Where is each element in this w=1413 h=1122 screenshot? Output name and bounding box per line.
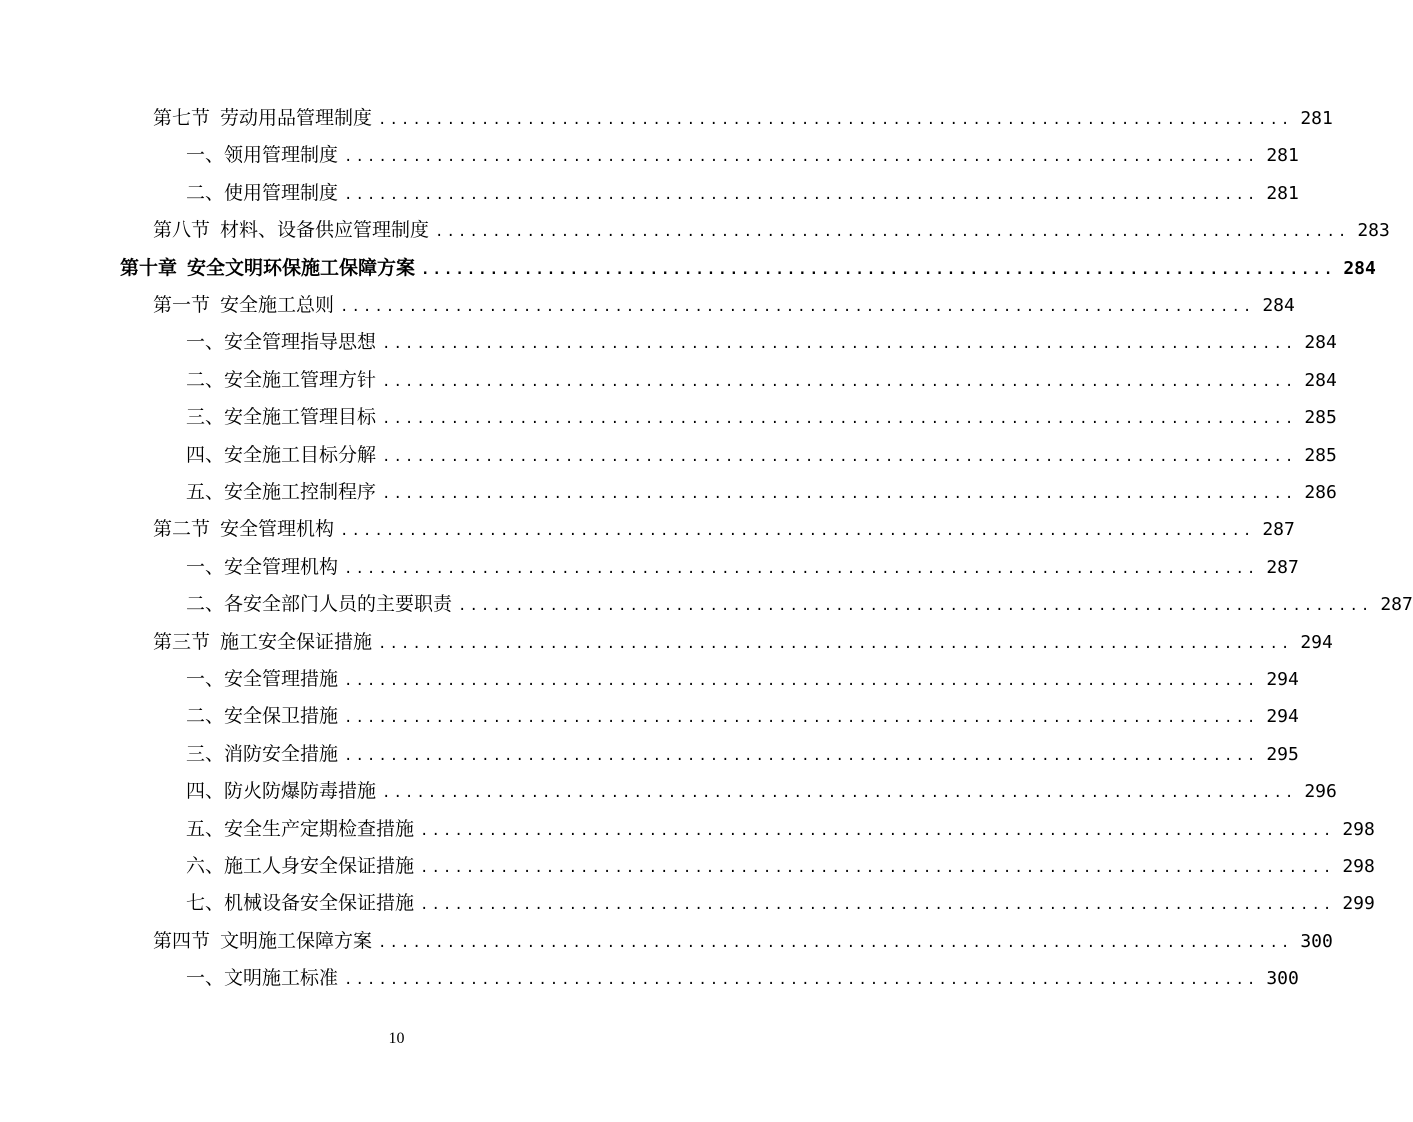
- toc-entry[interactable]: [186, 477, 1337, 507]
- toc-entry[interactable]: [186, 814, 1375, 844]
- toc-leader-dots: ................................................................................: [340, 523, 1255, 540]
- toc-entry-page: 285: [1304, 407, 1337, 429]
- toc-entry-page: 298: [1342, 818, 1375, 840]
- toc-leader-dots: ................................................................................: [344, 972, 1259, 989]
- toc-entry-title: 安全管理机构: [220, 518, 335, 541]
- toc-entry-title: 劳动用品管理制度: [220, 107, 373, 129]
- toc-entry-page: 284: [1304, 332, 1337, 354]
- toc-entry-page: 295: [1266, 743, 1299, 765]
- toc-entry-page: 286: [1304, 482, 1337, 503]
- toc-entry-number: 一、: [186, 144, 225, 167]
- toc-entry-title: 安全施工目标分解: [224, 443, 377, 466]
- toc-entry-number: 六、: [186, 855, 225, 877]
- toc-entry-number: 第一节: [153, 294, 211, 316]
- toc-entry-number: 五、: [186, 481, 225, 503]
- toc-leader-dots: ................................................................................: [458, 598, 1373, 615]
- toc-entry-page: 294: [1266, 669, 1299, 690]
- toc-entry-title: 施工人身安全保证措施: [224, 855, 415, 877]
- toc-entry[interactable]: [186, 178, 1299, 208]
- toc-entry-page: 281: [1266, 145, 1299, 167]
- toc-entry-number: 一、: [186, 967, 225, 990]
- toc-entry-title: 安全施工控制程序: [224, 481, 377, 503]
- toc-leader-dots: ................................................................................: [421, 261, 1336, 278]
- toc-entry-page: 296: [1304, 781, 1337, 803]
- toc-entry-page: 283: [1357, 220, 1390, 242]
- toc-entry-title: 安全施工管理目标: [224, 406, 377, 429]
- toc-leader-dots: ................................................................................: [382, 785, 1297, 802]
- toc-leader-dots: ................................................................................: [340, 299, 1255, 315]
- toc-entry[interactable]: [153, 290, 1295, 320]
- toc-entry[interactable]: [186, 552, 1299, 582]
- toc-entry-number: 第二节: [153, 518, 211, 541]
- toc-entry-title: 使用管理制度: [224, 181, 339, 204]
- toc-entry-title: 安全管理指导思想: [224, 331, 377, 354]
- toc-entry[interactable]: [186, 739, 1299, 769]
- toc-entry-page: 281: [1300, 108, 1333, 129]
- toc-entry-number: 四、: [186, 443, 225, 466]
- toc-entry-number: 二、: [186, 705, 225, 728]
- toc-entry-page: 287: [1380, 594, 1413, 616]
- toc-entry-title: 防火防爆防毒措施: [224, 780, 377, 803]
- toc-entry[interactable]: [186, 851, 1375, 881]
- toc-leader-dots: ................................................................................: [344, 710, 1259, 727]
- toc-entry-page: 294: [1300, 631, 1333, 653]
- toc-entry[interactable]: [186, 140, 1299, 170]
- toc-entry[interactable]: [186, 888, 1375, 918]
- toc-entry[interactable]: [186, 776, 1337, 806]
- toc-entry-number: 第四节: [153, 929, 211, 952]
- toc-entry-page: 287: [1262, 519, 1295, 541]
- toc-leader-dots: ................................................................................: [420, 897, 1335, 914]
- toc-entry[interactable]: [186, 589, 1413, 619]
- toc-entry-number: 一、: [186, 555, 225, 578]
- toc-entry[interactable]: [153, 514, 1295, 544]
- toc-entry[interactable]: [153, 926, 1333, 956]
- toc-entry-title: 文明施工标准: [224, 967, 339, 990]
- toc-leader-dots: ................................................................................: [344, 747, 1259, 764]
- toc-entry-number: 一、: [186, 668, 225, 690]
- toc-entry-number: 第三节: [153, 630, 211, 653]
- toc-entry-number: 二、: [186, 368, 225, 391]
- toc-entry-title: 各安全部门人员的主要职责: [224, 593, 453, 616]
- toc-entry-title: 安全生产定期检查措施: [224, 817, 415, 840]
- toc-entry-page: 281: [1266, 182, 1299, 204]
- toc-entry-number: 五、: [186, 817, 225, 840]
- toc-entry[interactable]: [186, 440, 1337, 470]
- toc-entry-title: 安全文明环保施工保障方案: [187, 256, 416, 279]
- toc-entry-page: 299: [1342, 893, 1375, 915]
- toc-leader-dots: ................................................................................: [382, 373, 1297, 390]
- toc-entry-number: 第十章: [120, 256, 178, 279]
- toc-leader-dots: ................................................................................: [378, 934, 1293, 951]
- toc-entry[interactable]: [153, 103, 1333, 133]
- toc-entry[interactable]: [120, 253, 1376, 283]
- toc-leader-dots: ................................................................................: [344, 560, 1259, 577]
- toc-entry[interactable]: [186, 664, 1299, 694]
- toc-entry[interactable]: [186, 327, 1337, 357]
- toc-entry-page: 285: [1304, 444, 1337, 466]
- toc-entry-number: 三、: [186, 406, 225, 429]
- toc-leader-dots: ................................................................................: [378, 112, 1293, 128]
- toc-leader-dots: ................................................................................: [420, 822, 1335, 839]
- toc-entry[interactable]: [186, 365, 1337, 395]
- toc-entry[interactable]: [153, 215, 1390, 245]
- toc-leader-dots: ................................................................................: [382, 336, 1297, 353]
- toc-entry-title: 文明施工保障方案: [220, 929, 373, 952]
- toc-entry-title: 消防安全措施: [224, 742, 339, 765]
- toc-leader-dots: ................................................................................: [382, 486, 1297, 502]
- toc-entry[interactable]: [186, 402, 1337, 432]
- toc-entry-page: 294: [1266, 706, 1299, 728]
- toc-entry-title: 安全保卫措施: [224, 705, 339, 728]
- toc-leader-dots: ................................................................................: [344, 149, 1259, 166]
- toc-entry-page: 284: [1343, 257, 1376, 279]
- toc-leader-dots: ................................................................................: [344, 186, 1259, 203]
- toc-entry-title: 材料、设备供应管理制度: [220, 219, 430, 242]
- toc-entry-title: 安全管理措施: [224, 668, 339, 690]
- page-number: 10: [388, 1030, 405, 1047]
- toc-entry-number: 七、: [186, 892, 225, 915]
- toc-entry-title: 安全管理机构: [224, 555, 339, 578]
- toc-entry-title: 安全施工管理方针: [224, 368, 377, 391]
- toc-leader-dots: ................................................................................: [382, 448, 1297, 465]
- toc-leader-dots: ................................................................................: [378, 635, 1293, 652]
- toc-entry[interactable]: [186, 963, 1299, 993]
- toc-entry-page: 298: [1342, 856, 1375, 877]
- toc-leader-dots: ................................................................................: [382, 411, 1297, 428]
- toc-entry-title: 施工安全保证措施: [220, 630, 373, 653]
- toc-entry-title: 机械设备安全保证措施: [224, 892, 415, 915]
- toc-entry[interactable]: [186, 701, 1299, 731]
- toc-entry-title: 安全施工总则: [220, 294, 335, 316]
- toc-entry-number: 二、: [186, 593, 225, 616]
- toc-leader-dots: ................................................................................: [420, 860, 1335, 876]
- toc-entry[interactable]: [153, 627, 1333, 657]
- toc-entry-number: 一、: [186, 331, 225, 354]
- toc-leader-dots: ................................................................................: [435, 224, 1350, 241]
- toc-entry-number: 第七节: [153, 107, 211, 129]
- toc-entry-title: 领用管理制度: [224, 144, 339, 167]
- toc-entry-page: 284: [1262, 295, 1295, 316]
- toc-entry-page: 300: [1300, 930, 1333, 952]
- toc-entry-page: 284: [1304, 369, 1337, 391]
- toc-entry-number: 第八节: [153, 219, 211, 242]
- toc-entry-number: 二、: [186, 181, 225, 204]
- toc-entry-number: 三、: [186, 742, 225, 765]
- toc-leader-dots: ................................................................................: [344, 673, 1259, 689]
- toc-entry-page: 287: [1266, 556, 1299, 578]
- toc-entry-page: 300: [1266, 968, 1299, 990]
- toc-entry-number: 四、: [186, 780, 225, 803]
